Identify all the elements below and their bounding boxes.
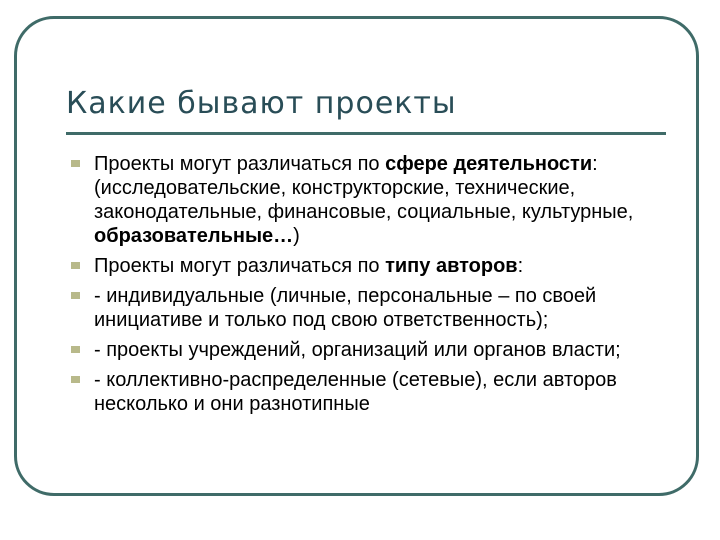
square-bullet-icon: [71, 160, 80, 167]
bullet-text: Проекты могут различаться по: [94, 255, 386, 277]
square-bullet-icon: [71, 262, 80, 269]
bullet-item-authors: [70, 254, 670, 278]
bullet-text: :: [517, 255, 524, 277]
bullet-text: ): [293, 225, 300, 247]
title-underline: [66, 132, 666, 135]
square-bullet-icon: [71, 292, 80, 299]
bullet-text: - проекты учреждений, организаций или органов власти;: [94, 339, 621, 361]
square-bullet-icon: [71, 376, 80, 383]
bullet-item-sphere: [70, 152, 670, 248]
bullet-text: - коллективно-распределенные (сетевые), если авторов несколько и они разнотипные: [94, 369, 617, 415]
bullet-item-collective: [70, 368, 670, 416]
bullet-text: : (исследовательские, конструкторские, технические, законодательные, финансовые, социальные, культурные,: [94, 153, 634, 223]
square-bullet-icon: [71, 346, 80, 353]
slide-title: Какие бывают проекты: [66, 86, 457, 121]
bullet-list: [70, 152, 670, 422]
bullet-emphasis: типу авторов: [385, 255, 518, 277]
bullet-emphasis: сфере деятельности: [385, 153, 593, 175]
bullet-item-individual: [70, 284, 670, 332]
bullet-item-institutional: [70, 338, 670, 362]
bullet-text: - индивидуальные (личные, персональные – по своей инициативе и только под свою ответственность);: [94, 285, 597, 331]
bullet-text: Проекты могут различаться по: [94, 153, 386, 175]
bullet-emphasis: образовательные…: [94, 225, 294, 247]
